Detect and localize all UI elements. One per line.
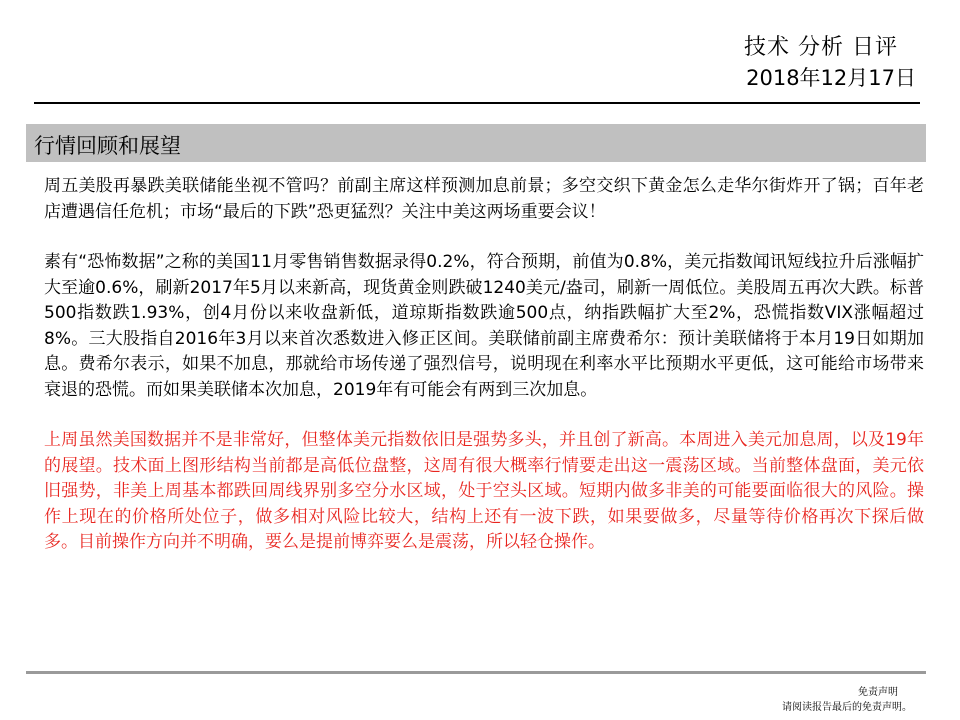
paragraph-outlook: 上周虽然美国数据并不是非常好，但整体美元指数依旧是强势多头，并且创了新高。本周进入美元加息周，以及19年的展望。技术面上图形结构当前都是高低位盘整，这周有很大概率行情要走出这一震荡区域。当前整体盘面，美元依旧强势，非美上周基本都跌回周线界别多空分水区域，处于空头区域。短期内做多非美的可能要面临很大的风险。操作上现在的价格所处位子，做多相对风险比较大，结构上还有一波下跌，如果要做多，尽量等待价格再次下探后做多。目前操作方向并不明确，要么是提前博弈要么是震荡，所以轻仓操作。: [44, 430, 924, 552]
report-date: 2018年12月17日: [746, 66, 916, 90]
disclaimer-note: 请阅读报告最后的免责声明。: [782, 702, 912, 713]
report-body: [44, 174, 924, 556]
section-header-bar: [26, 124, 926, 162]
paragraph-market-review: 素有“恐怖数据”之称的美国11月零售销售数据录得0.2%，符合预期，前值为0.8%，美元指数闻讯短线拉升后涨幅扩大至逾0.6%，刷新2017年5月以来新高，现货黄金则跌破1240美元/盎司，刷新一周低位。美股周五再次大跌。标普500指数跌1.93%，创4月份以来收盘新低，道琼斯指数跌逾500点，纳指跌幅扩大至2%，恐慌指数VIX涨幅超过8%。三大股指自2016年3月以来首次悉数进入修正区间。美联储前副主席费希尔：预计美联储将于本月19日如期加息。费希尔表示，如果不加息，那就给市场传递了强烈信号，说明现在利率水平比预期水平更低，这可能给市场带来衰退的恐慌。而如果美联储本次加息，2019年有可能会有两到三次加息。: [44, 252, 924, 400]
footer-divider: [26, 671, 926, 674]
section-title: 行情回顾和展望: [34, 134, 181, 158]
disclaimer-title: 免责声明: [858, 687, 898, 698]
report-title: 技术 分析 日评: [744, 35, 898, 60]
paragraph-headlines: 周五美股再暴跌美联储能坐视不管吗？前副主席这样预测加息前景；多空交织下黄金怎么走华尔街炸开了锅；百年老店遭遇信任危机；市场“最后的下跌”恐更猛烈？关注中美这两场重要会议！: [44, 176, 924, 222]
header-divider: [34, 102, 920, 104]
